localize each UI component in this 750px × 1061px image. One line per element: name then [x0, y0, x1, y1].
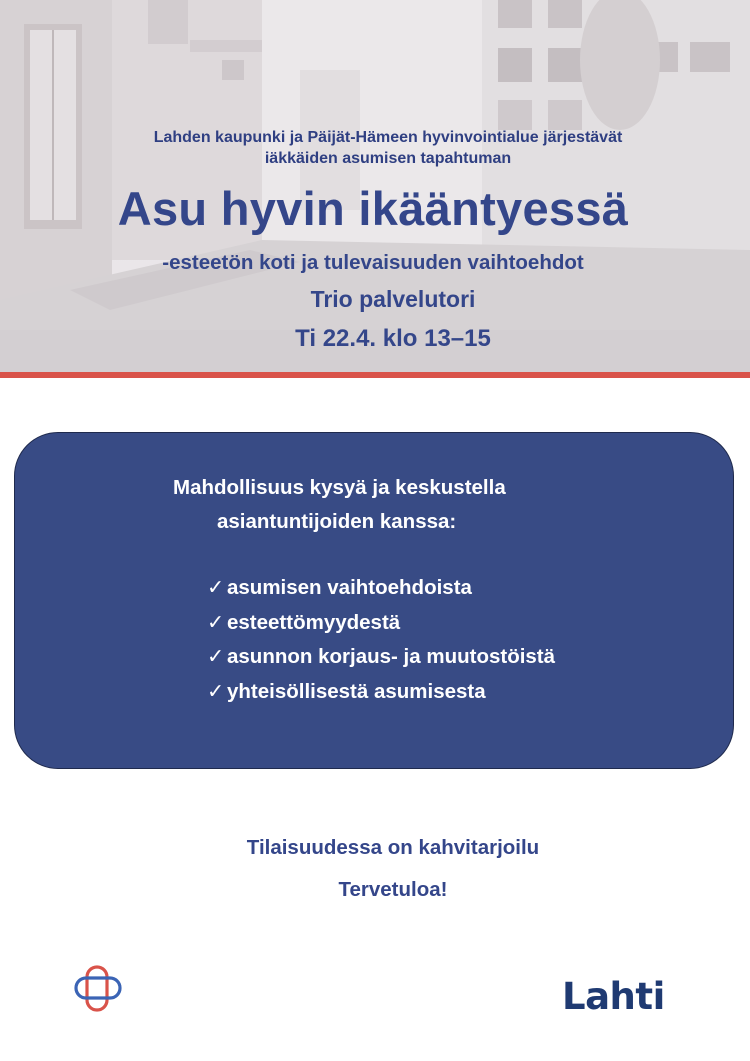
event-title: Asu hyvin ikääntyessä — [117, 182, 629, 235]
organizer-line-2: iäkkäiden asumisen tapahtuman — [264, 150, 512, 167]
checklist-item-label: asumisen vaihtoehdoista — [227, 576, 472, 599]
coffee-note: Tilaisuudessa on kahvitarjoilu — [246, 836, 540, 859]
checklist-item — [207, 571, 555, 606]
lahti-logo: Lahti — [562, 975, 665, 1018]
panel-heading-line-1: Mahdollisuus kysyä ja keskustella — [173, 476, 506, 499]
wellbeing-area-emblem-icon — [73, 964, 123, 1014]
topic-checklist — [207, 571, 555, 709]
checklist-item-label: esteettömyydestä — [227, 610, 401, 634]
checklist-item-label: asunnon korjaus- ja muutostöistä — [227, 645, 556, 668]
event-subtitle: -esteetön koti ja tulevaisuuden vaihtoehdot — [162, 251, 584, 274]
event-venue: Trio palvelutori — [310, 286, 476, 312]
welcome-text: Tervetuloa! — [338, 878, 448, 901]
organizer-line-1: Lahden kaupunki ja Päijät-Hämeen hyvinvointialue järjestävät — [153, 129, 623, 146]
checklist-item — [207, 675, 555, 710]
checkmark-icon: ✓ — [207, 610, 225, 634]
info-panel — [14, 432, 734, 769]
red-divider-line — [0, 372, 750, 378]
checklist-item-label: yhteisöllisestä asumisesta — [227, 679, 486, 703]
event-datetime: Ti 22.4. klo 13–15 — [295, 325, 491, 352]
checkmark-icon: ✓ — [207, 576, 225, 599]
checklist-item — [207, 606, 555, 641]
checkmark-icon: ✓ — [207, 645, 225, 668]
checkmark-icon: ✓ — [207, 679, 225, 703]
panel-heading-line-2: asiantuntijoiden kanssa: — [217, 510, 457, 533]
checklist-item — [207, 640, 555, 675]
